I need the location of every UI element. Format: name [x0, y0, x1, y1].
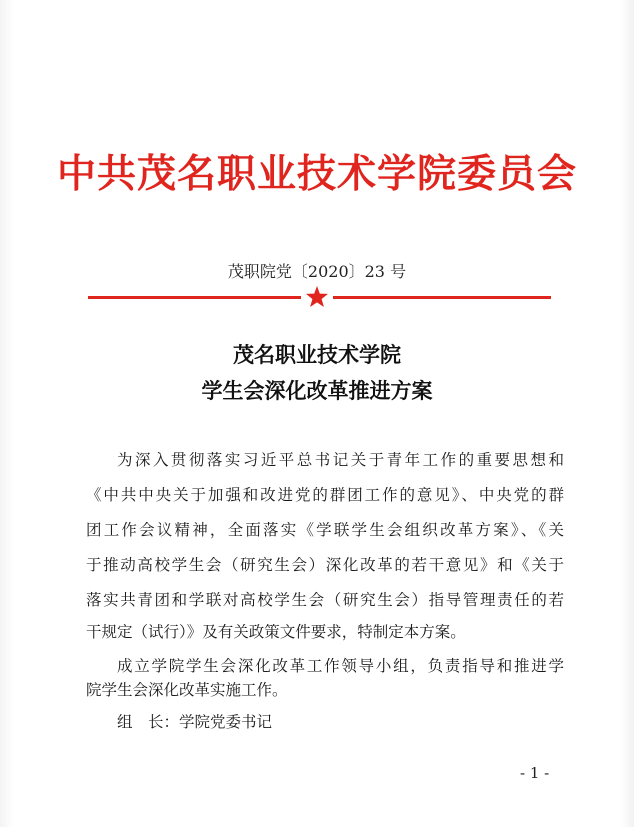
document-title-line-1: 茂名职业技术学院 [233, 342, 401, 367]
document-number: 茂职院党〔2020〕23 号 [227, 262, 407, 281]
paragraph-1-line-1: 为深入贯彻落实习近平总书记关于青年工作的重要思想和 [117, 451, 564, 469]
paragraph-1-line-2: 《中共中央关于加强和改进党的群团工作的意见》、中央党的群 [86, 486, 564, 504]
document-title-line-2: 学生会深化改革推进方案 [201, 378, 433, 403]
paragraph-1-line-6: 干规定（试行）》及有关政策文件要求，特制定本方案。 [86, 623, 466, 641]
paragraph-1-line-4: 于推动高校学生会（研究生会）深化改革的若干意见》和《关于 [86, 556, 564, 574]
paragraph-1-line-5: 落实共青团和学联对高校学生会（研究生会）指导管理责任的若 [86, 591, 564, 609]
paragraph-2-line-2: 院学生会深化改革实施工作。 [86, 681, 288, 699]
star-icon [305, 285, 329, 309]
page-number: - 1 - [520, 764, 550, 782]
red-divider-right [333, 296, 551, 299]
paragraph-1-line-3: 团工作会议精神，全面落实《学联学生会组织改革方案》、《关 [86, 521, 564, 539]
leader-line: 组 长：学院党委书记 [117, 713, 273, 731]
red-divider-left [88, 296, 301, 299]
paragraph-2-line-1: 成立学院学生会深化改革工作领导小组，负责指导和推进学 [117, 657, 564, 675]
organization-header: 中共茂名职业技术学院委员会 [56, 151, 577, 197]
